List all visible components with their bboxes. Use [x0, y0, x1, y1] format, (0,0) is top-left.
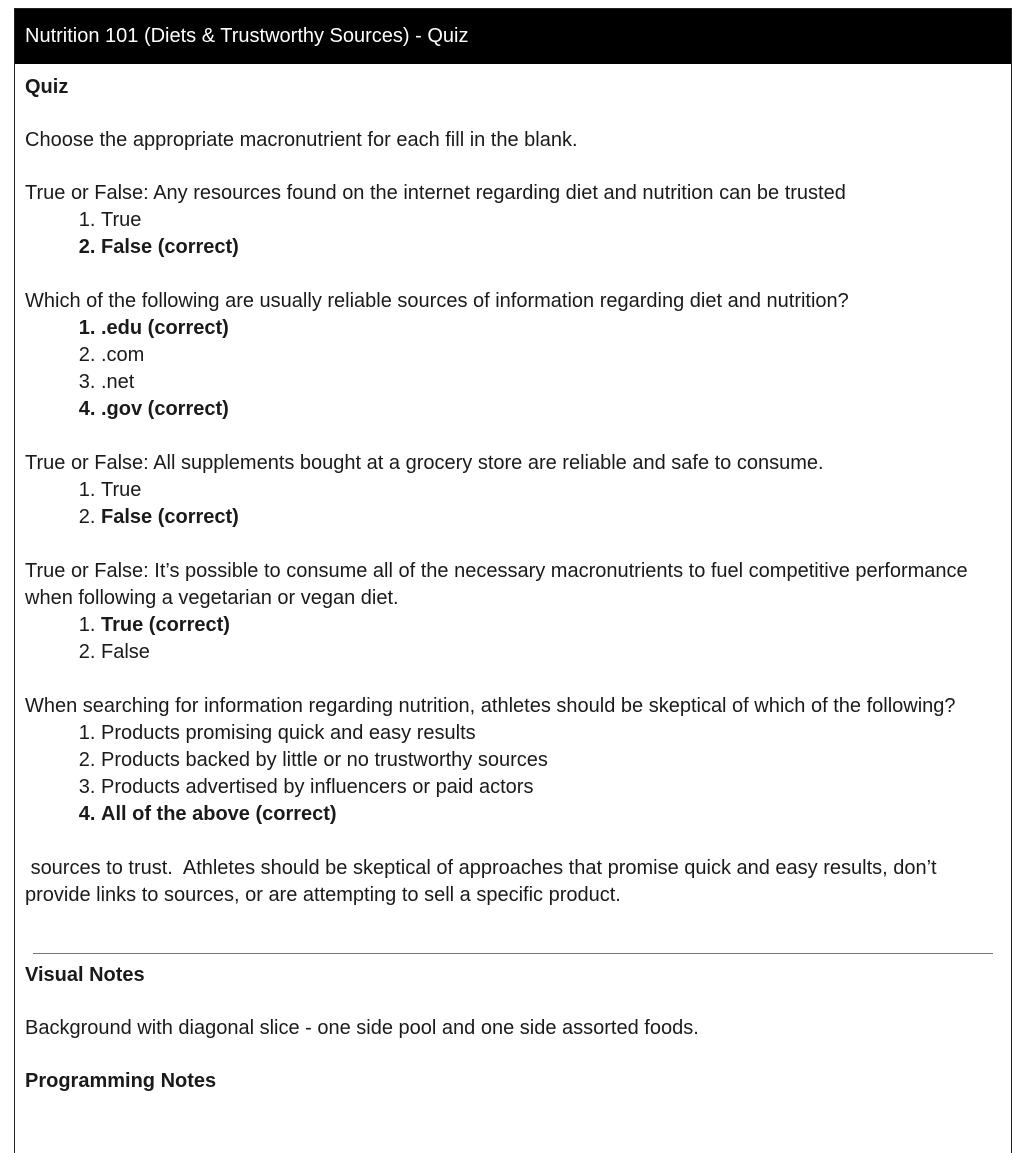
question-3-text: True or False: All supplements bought at a grocery store are reliable and safe to consume.: [25, 452, 824, 474]
answer-item: 1. Products promising quick and easy results: [101, 720, 1001, 747]
question-5-text: When searching for information regarding nutrition, athletes should be skeptical of which of the following?: [25, 695, 956, 717]
answer-item-correct: 4. .gov (correct): [101, 396, 1001, 423]
visual-notes-heading: Visual Notes: [25, 964, 145, 986]
answer-item: 3. .net: [101, 369, 1001, 396]
page-title: Nutrition 101 (Diets & Trustworthy Sources) - Quiz: [15, 9, 1011, 64]
question-1-text: True or False: Any resources found on the internet regarding diet and nutrition can be trusted: [25, 182, 846, 204]
answer-item-correct: 1. True (correct): [101, 612, 1001, 639]
question-5-answers: [25, 720, 1001, 828]
answer-item-correct: 2. False (correct): [101, 234, 1001, 261]
question-4-text: True or False: It’s possible to consume all of the necessary macronutrients to fuel competitive performance when following a vegetarian or vegan diet.: [25, 560, 968, 609]
answer-item: 2. .com: [101, 342, 1001, 369]
question-3-answers: [25, 477, 1001, 531]
answer-item: 3. Products advertised by influencers or paid actors: [101, 774, 1001, 801]
visual-notes-text: Background with diagonal slice - one side pool and one side assorted foods.: [25, 1017, 699, 1039]
answer-item: 2. False: [101, 639, 1001, 666]
answer-item-correct: 1. .edu (correct): [101, 315, 1001, 342]
question-1-answers: [25, 207, 1001, 261]
answer-item: 1. True: [101, 207, 1001, 234]
quiz-instructions: Choose the appropriate macronutrient for each fill in the blank.: [25, 129, 578, 151]
programming-notes-heading: Programming Notes: [25, 1070, 217, 1092]
section-divider: [33, 953, 993, 954]
answer-item: 1. True: [101, 477, 1001, 504]
question-2-answers: [25, 315, 1001, 423]
document-frame: [14, 8, 1012, 1153]
question-4-answers: [25, 612, 1001, 666]
answer-item-correct: 4. All of the above (correct): [101, 801, 1001, 828]
closing-note: sources to trust. Athletes should be skeptical of approaches that promise quick and easy results, don’t provide links to sources, or are attempting to sell a specific product.: [25, 857, 943, 906]
answer-item-correct: 2. False (correct): [101, 504, 1001, 531]
quiz-heading: Quiz: [25, 76, 69, 98]
question-2-text: Which of the following are usually reliable sources of information regarding diet and nutrition?: [25, 290, 849, 312]
quiz-content: [15, 64, 1011, 1095]
answer-item: 2. Products backed by little or no trustworthy sources: [101, 747, 1001, 774]
